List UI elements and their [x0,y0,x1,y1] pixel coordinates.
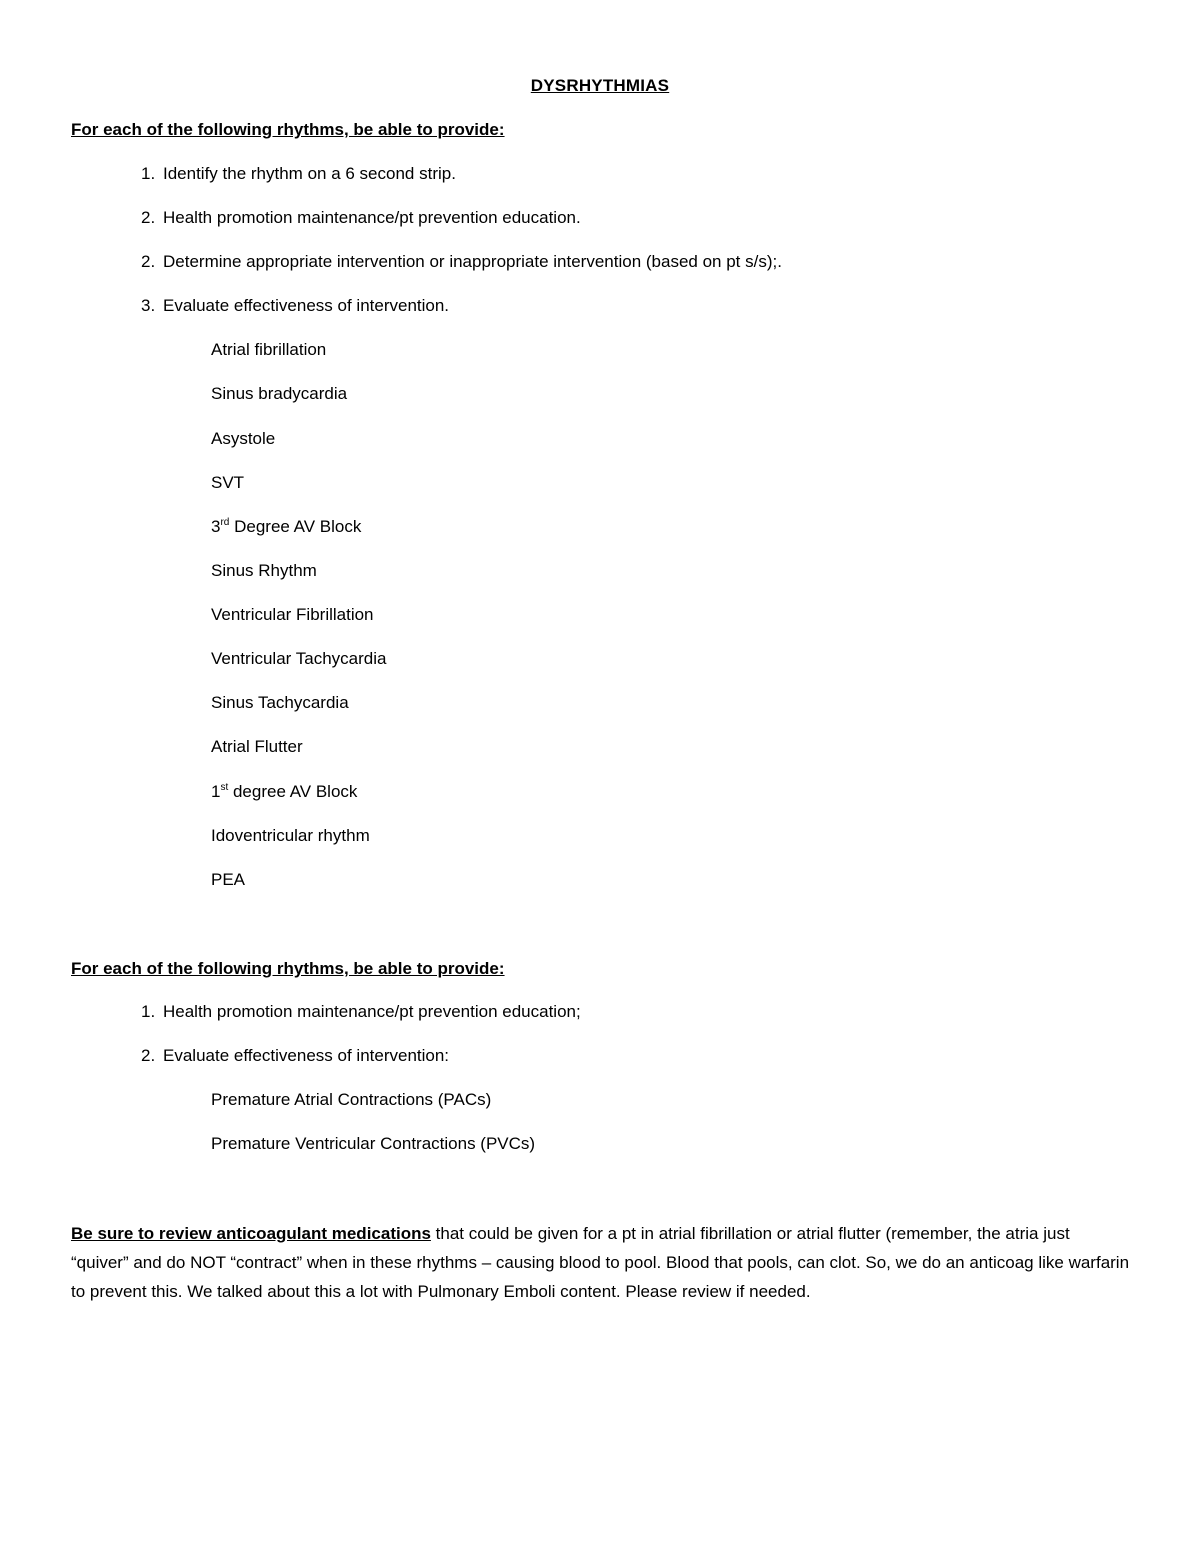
rhythm-item: Asystole [211,429,276,448]
document-title: DYSRHYTHMIAS [530,76,670,95]
note-body: that could be given for a pt in atrial fibrillation or atrial flutter (remember, the atria just “quiver” and do NOT “contract” when in these rhythms – causing blood to pool. Blood that pools, can clot. So, we do an anticoag like warfarin to prevent this. We talked about this a lot with Pulmonary Emboli content. Please review if needed. [71,1224,1130,1301]
rhythm-item: 1st degree AV Block [211,782,358,801]
item-text: Evaluate effectiveness of intervention: [163,1046,450,1065]
section1-heading: For each of the following rhythms, be able to provide: [71,120,505,139]
item-number: 1. [141,1002,156,1021]
rhythm-item: Premature Ventricular Contractions (PVCs) [211,1134,536,1153]
item-number: 2. [141,208,156,227]
item-text: Health promotion maintenance/pt prevention education; [163,1002,581,1021]
section1-item-1 [141,164,456,184]
rhythm-item: Sinus Tachycardia [211,693,349,712]
rhythm-item: Sinus bradycardia [211,384,348,403]
item-text: Determine appropriate intervention or inappropriate intervention (based on pt s/s);. [163,252,782,271]
rhythm-item: SVT [211,473,245,492]
section1-item-2 [141,208,581,228]
item-number: 3. [141,296,156,315]
item-number: 1. [141,164,156,183]
item-number: 2. [141,252,156,271]
section1-item-4 [141,296,449,316]
section2-item-2 [141,1046,449,1066]
item-text: Health promotion maintenance/pt prevention education. [163,208,581,227]
note-lead: Be sure to review anticoagulant medications [71,1224,431,1243]
rhythm-item: Ventricular Tachycardia [211,649,387,668]
section1-item-3 [141,252,782,272]
section2-heading: For each of the following rhythms, be able to provide: [71,959,505,978]
rhythm-item: Sinus Rhythm [211,561,317,580]
item-number: 2. [141,1046,156,1065]
rhythm-item: PEA [211,870,246,889]
rhythm-item: Premature Atrial Contractions (PACs) [211,1090,492,1109]
rhythm-item: Atrial Flutter [211,737,303,756]
rhythm-item: Ventricular Fibrillation [211,605,374,624]
rhythm-item: 3rd Degree AV Block [211,517,362,536]
item-text: Evaluate effectiveness of intervention. [163,296,450,315]
rhythm-item: Atrial fibrillation [211,340,327,359]
item-text: Identify the rhythm on a 6 second strip. [163,164,456,183]
rhythm-item: Idoventricular rhythm [211,826,370,845]
anticoagulant-note [71,1219,1131,1306]
section2-item-1 [141,1002,581,1022]
